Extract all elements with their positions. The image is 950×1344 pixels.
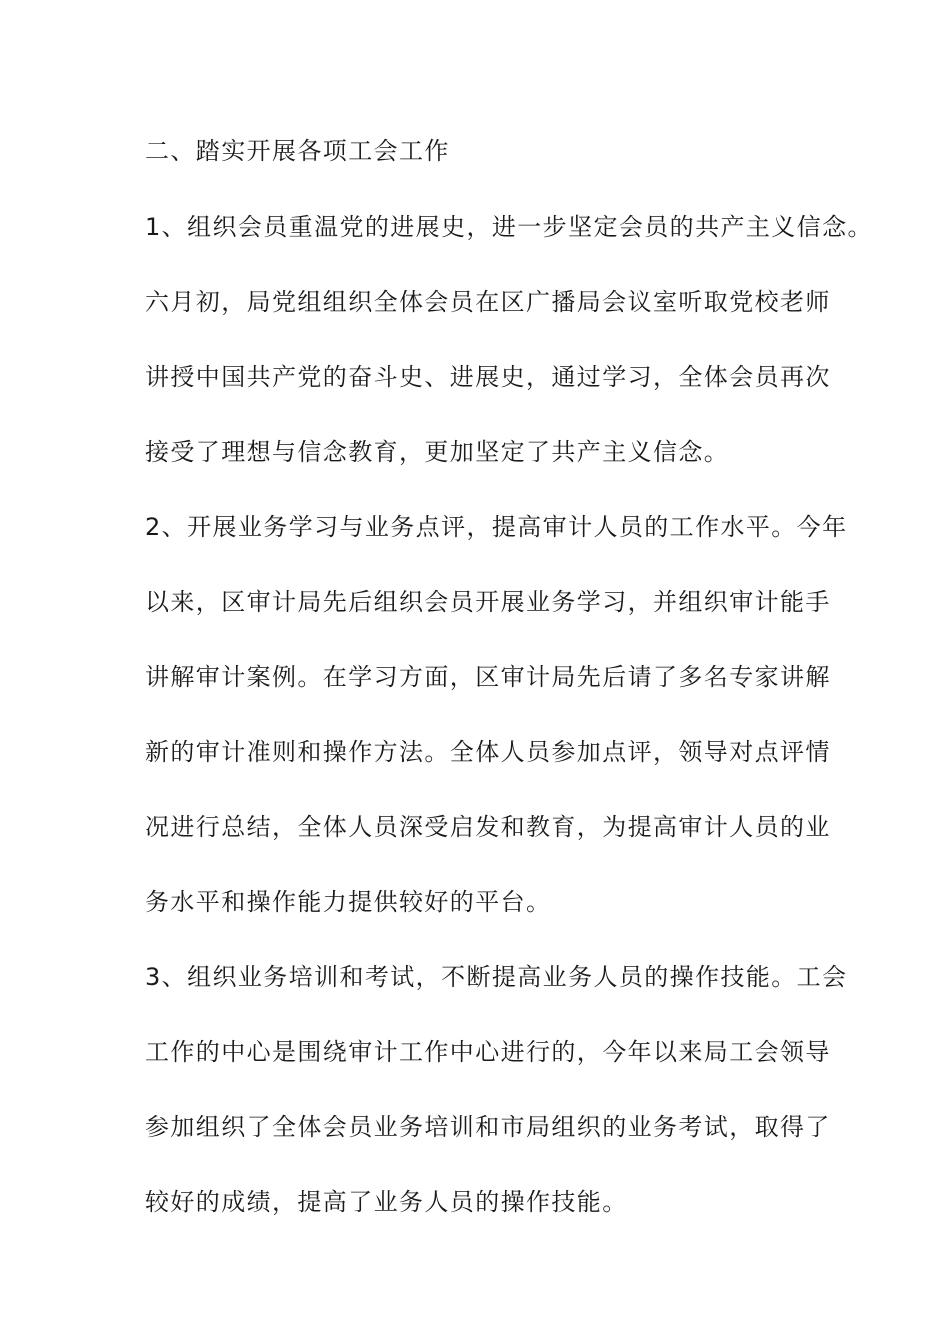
section-heading: 二、踏实开展各项工会工作 <box>145 137 450 165</box>
paragraph-2-heading-line: 2、开展业务学习与业务点评，提高审计人员的工作水平。今年 <box>145 513 848 541</box>
paragraph-2-line: 务水平和操作能力提供较好的平台。 <box>145 888 552 916</box>
paragraph-3-line: 较好的成绩，提高了业务人员的操作技能。 <box>145 1188 628 1216</box>
paragraph-3-line: 工作的中心是围绕审计工作中心进行的，今年以来局工会领导 <box>145 1038 831 1066</box>
paragraph-2-line: 以来，区审计局先后组织会员开展业务学习，并组织审计能手 <box>145 588 831 616</box>
paragraph-2-line: 讲解审计案例。在学习方面，区审计局先后请了多名专家讲解 <box>145 663 831 691</box>
paragraph-1-line: 六月初，局党组组织全体会员在区广播局会议室听取党校老师 <box>145 288 831 316</box>
paragraph-1-line: 讲授中国共产党的奋斗史、进展史，通过学习，全体会员再次 <box>145 363 831 391</box>
paragraph-1-heading-line: 1、组织会员重温党的进展史，进一步坚定会员的共产主义信念。 <box>145 213 873 241</box>
paragraph-1-line: 接受了理想与信念教育，更加坚定了共产主义信念。 <box>145 438 730 466</box>
paragraph-3-heading-line: 3、组织业务培训和考试，不断提高业务人员的操作技能。工会 <box>145 963 848 991</box>
paragraph-2-line: 新的审计准则和操作方法。全体人员参加点评，领导对点评情 <box>145 738 831 766</box>
paragraph-2-line: 况进行总结，全体人员深受启发和教育，为提高审计人员的业 <box>145 813 831 841</box>
paragraph-3-line: 参加组织了全体会员业务培训和市局组织的业务考试，取得了 <box>145 1113 831 1141</box>
